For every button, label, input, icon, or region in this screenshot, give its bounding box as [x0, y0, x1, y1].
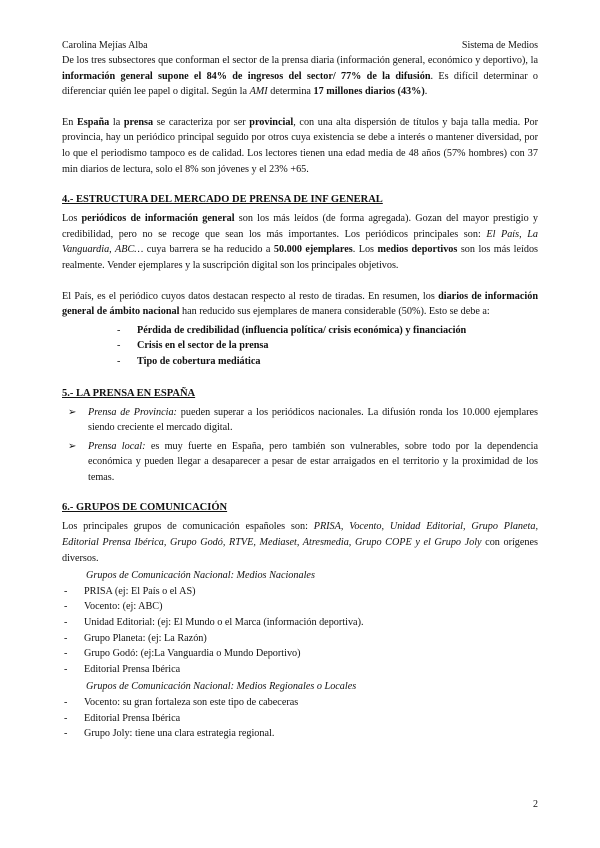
list-item: ➢ Prensa de Provincia: pueden superar a los periódicos nacionales. La difusión ronda los 10.000 ejemplares siendo creciente el mercado digital. [68, 406, 538, 434]
paragraph-subsectores: De los tres subsectores que conforman el sector de la prensa diaria (información general, económico y deportivo), la información general supone el 84% de ingresos del sector/ 77% de la difusión. Es difícil determinar o diferenciar quién lee papel o digital. Según la AMI determina 17 millones diarios (43%). [62, 55, 539, 98]
list-item: - Grupo Joly: tiene una clara estrategia regional. [62, 726, 538, 742]
list-item: - Crisis en el sector de la prensa [117, 338, 538, 354]
list-item: - Pérdida de credibilidad (influencia política/ crisis económica) y financiación [117, 323, 538, 339]
list-item: - Vocento: (ej: ABC) [62, 599, 538, 615]
list-item: - Tipo de cobertura mediática [117, 354, 538, 370]
list-item: - Grupo Godó: (ej:La Vanguardia o Mundo Deportivo) [62, 646, 538, 662]
regionales-list [62, 695, 538, 742]
nacionales-list [62, 584, 538, 678]
arrow-bullet-icon: ➢ [68, 440, 77, 452]
page-number: 2 [533, 799, 538, 810]
list-item: - Editorial Prensa Ibérica [62, 711, 538, 727]
regionales-subtitle: Grupos de Comunicación Nacional: Medios Regionales o Locales [86, 681, 357, 693]
header-author: Carolina Mejías Alba [62, 40, 148, 51]
document-body [62, 53, 538, 742]
paragraph-espana-prensa: En España la prensa se caracteriza por ser provincial, con una alta dispersión de títulos y baja talla media. Por provincia, hay un periódico principal seguido por otros cuya existencia se debe a interés o mantener diversidad, por lo que el periodismo tampoco es de calidad. Los lectores tienen una edad media de 48 años (57% hombres) con 37 min diarios de lectura, solo el 8% son jóvenes y el 23% +65. [62, 116, 538, 175]
list-item: - Editorial Prensa Ibérica [62, 662, 538, 678]
arrow-bullet-icon: ➢ [68, 406, 77, 418]
nacionales-subtitle: Grupos de Comunicación Nacional: Medios Nacionales [86, 570, 315, 582]
list-item: - Vocento: su gran fortaleza son este tipo de cabeceras [62, 695, 538, 711]
section-4-causes-list [117, 323, 538, 370]
list-item: - Unidad Editorial: (ej: El Mundo o el Marca (información deportiva). [62, 615, 538, 631]
list-item: ➢ Prensa local: es muy fuerte en España, pero también son vulnerables, sobre todo por la dependencia económica y pueden llegar a desaparecer a pesar de estar arraigados en el territorio y la proximidad de los temas. [68, 440, 538, 483]
section-5-title: 5.- LA PRENSA EN ESPAÑA [62, 387, 196, 399]
header-subject: Sistema de Medios [461, 40, 538, 51]
section-6-title: 6.- GRUPOS DE COMUNICACIÓN [62, 502, 228, 514]
section-4-paragraph-2: El País, es el periódico cuyos datos destacan respecto al resto de tiradas. En resumen, los diarios de información general de ámbito nacional han reducido sus ejemplares de manera considerable (50%). Esto se debe a: [62, 290, 538, 318]
list-item: - Grupo Planeta: (ej: La Razón) [62, 631, 538, 647]
list-item: - PRISA (ej: El País o el AS) [62, 584, 538, 600]
section-6-intro: Los principales grupos de comunicación españoles son: PRISA, Vocento, Unidad Editorial, Grupo Planeta, Editorial Prensa Ibérica, Grupo Godó, RTVE, Mediaset, Atresmedia, Grupo COPE y el Grupo Joly con orígenes diversos. [62, 521, 538, 564]
section-4-title: 4.- ESTRUCTURA DEL MERCADO DE PRENSA DE INF GENERAL [62, 194, 383, 206]
section-5-list [62, 405, 538, 486]
section-4-paragraph-1: Los periódicos de información general son los más leídos (de forma agregada). Gozan del mayor prestigio y credibilidad, pero no se recoge que sean los más importantes. Los periódicos principales son: El País, La Vanguardia, ABC… cuya barrera se ha reducido a 50.000 ejemplares. Los medios deportivos son los más leídos realmente. Vender ejemplares y la suscripción digital son los principales objetivos. [62, 213, 539, 271]
